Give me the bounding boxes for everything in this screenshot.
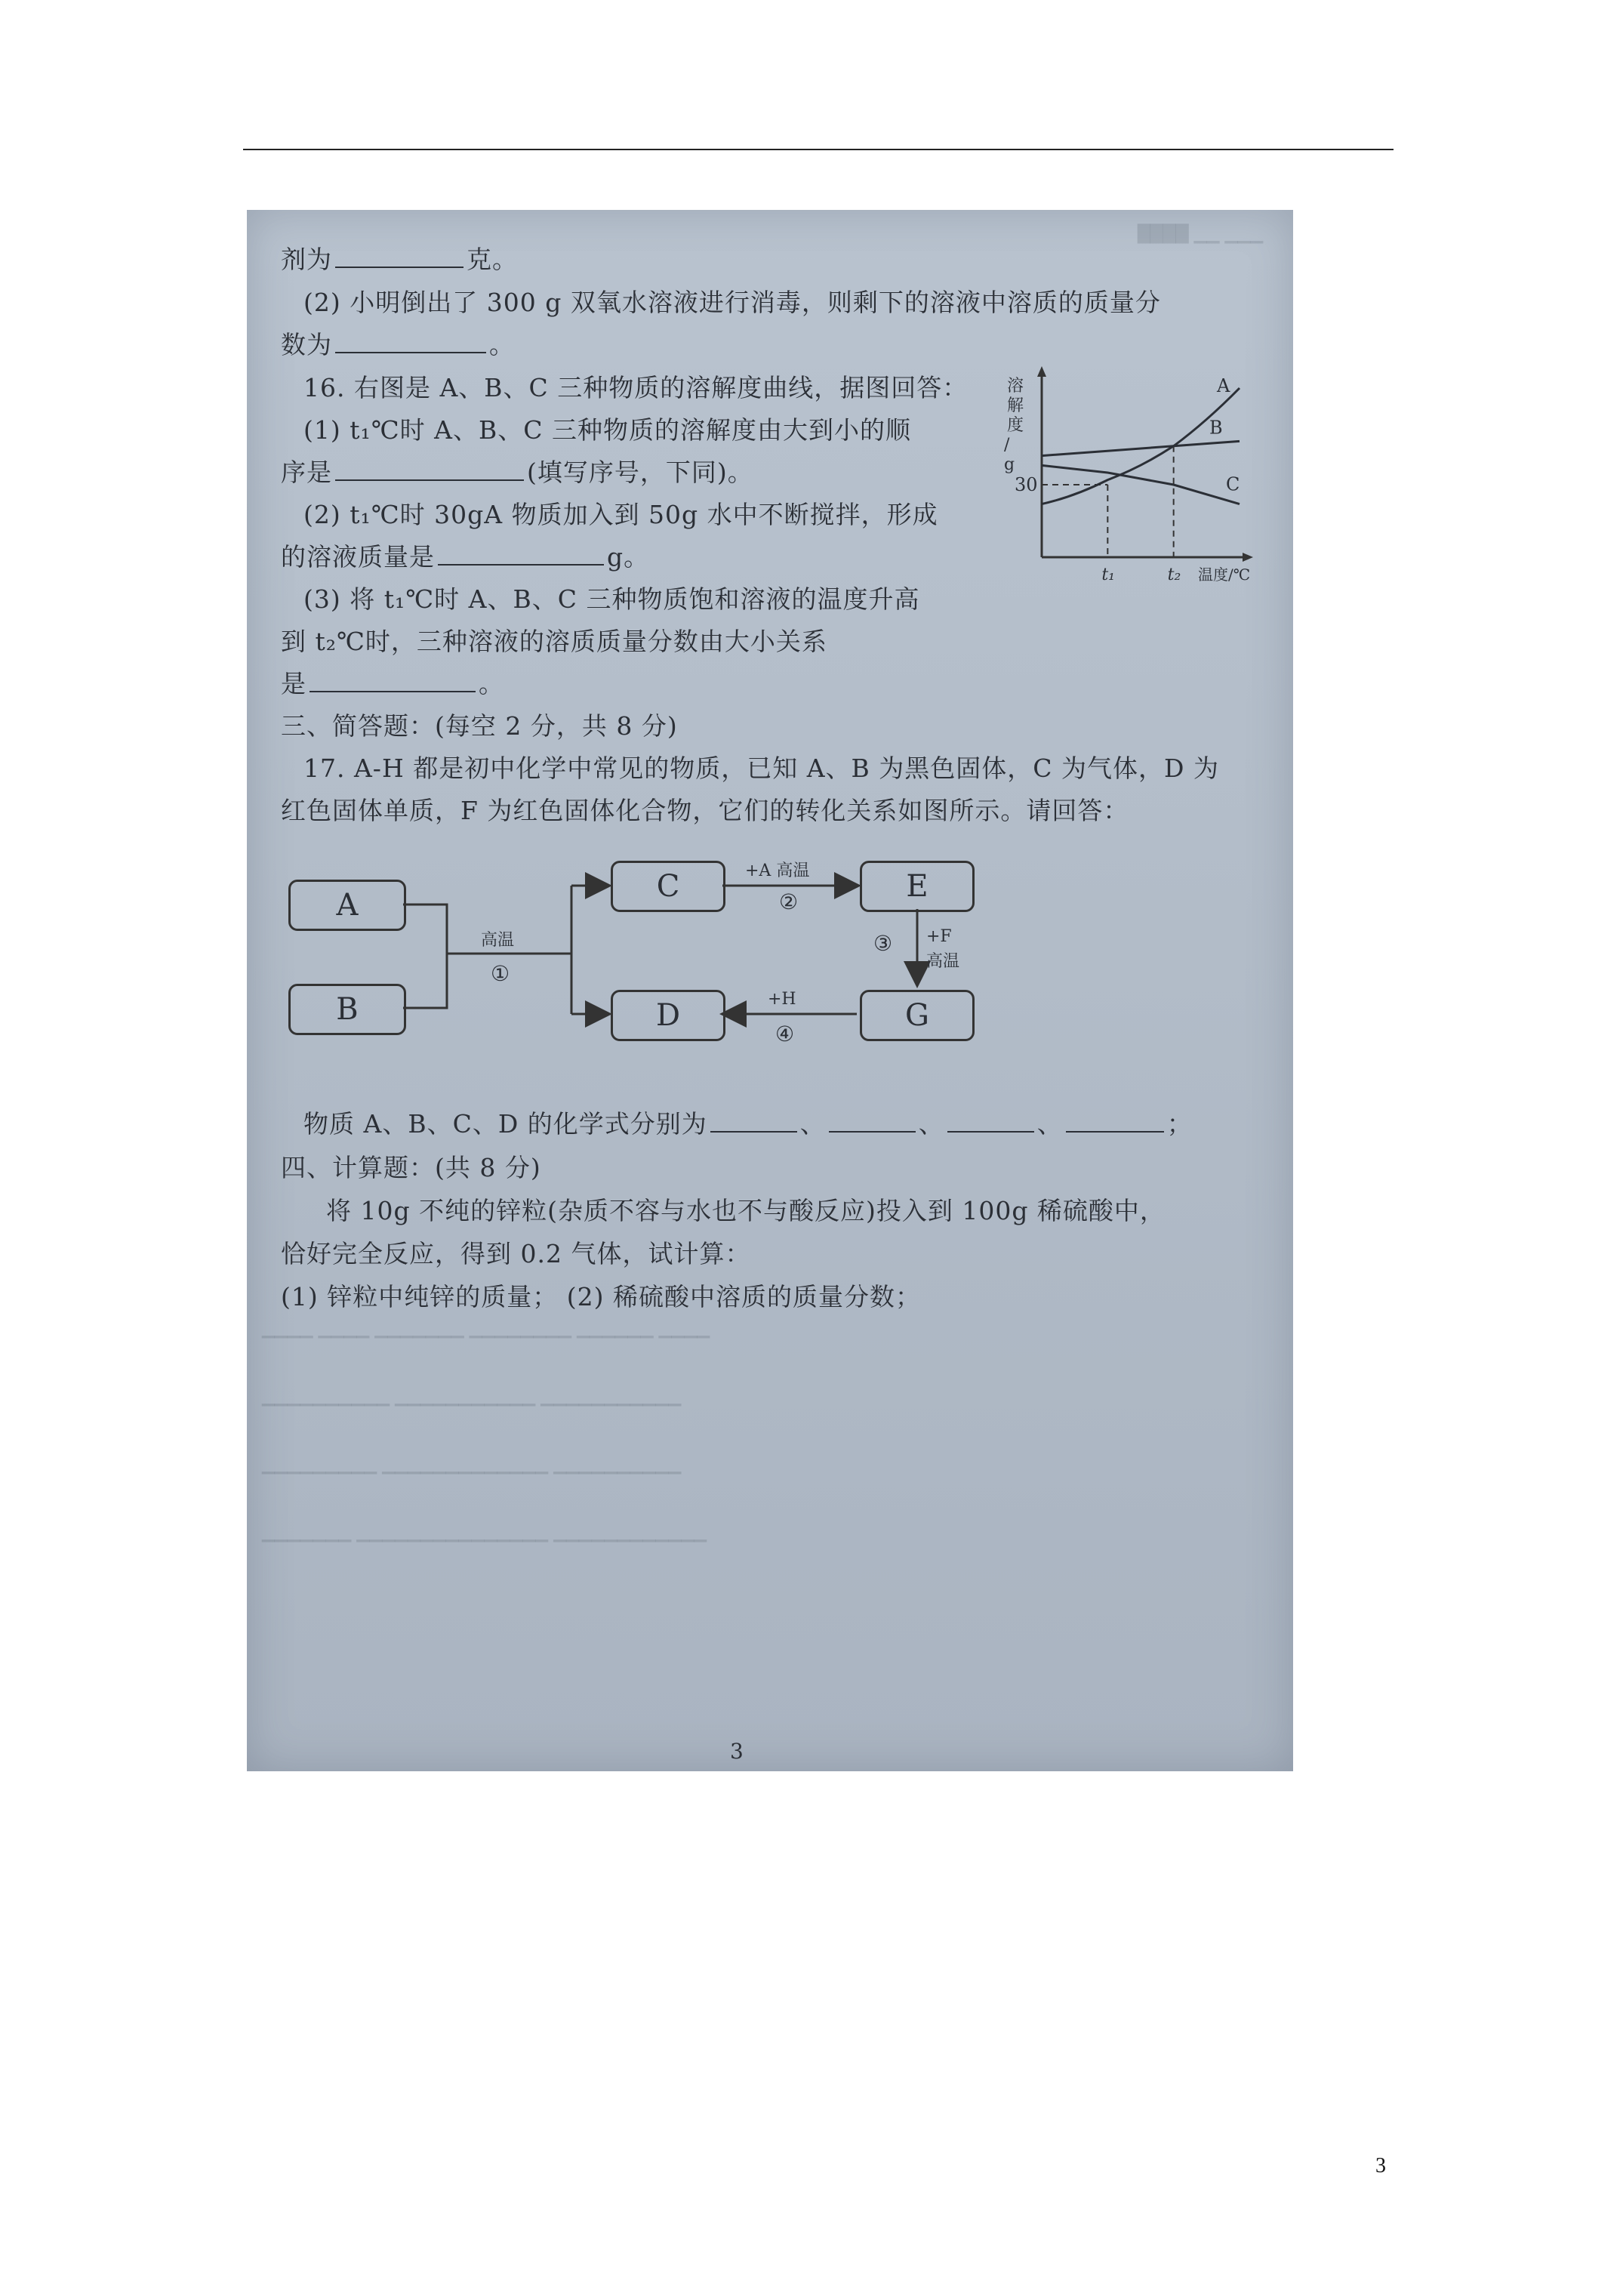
ylabel-char: 度 (1007, 416, 1024, 435)
q17-line2: 红色固体单质，F 为红色固体化合物，它们的转化关系如图所示。请回答： (281, 796, 1129, 825)
section4-title: 四、计算题：(共 8 分) (281, 1153, 541, 1182)
q16-intro: 16. 右图是 A、B、C 三种物质的溶解度曲线，据图回答： (303, 373, 969, 402)
bleed-through: ████ ▁▁ ▁▁▁ (1138, 225, 1264, 244)
answer-blank-c[interactable] (947, 1106, 1034, 1133)
scanned-exam-photo (247, 210, 1293, 1771)
q17-answer-line: 物质 A、B、C、D 的化学式分别为 、 、 、 ； (303, 1105, 1193, 1140)
node-b: B (288, 984, 406, 1035)
series-A-label: A (1217, 375, 1230, 396)
q16-part2-line2: 的溶液质量是 g。 (281, 538, 649, 573)
q15-line3: 数为 。 (281, 325, 515, 361)
node-g: G (860, 990, 975, 1041)
ylabel-char: 解 (1007, 396, 1024, 415)
q15-line1: 剂为 克。 (281, 240, 518, 276)
ylabel-char: / (1004, 436, 1010, 455)
q16-part3-line1: (3) 将 t₁℃时 A、B、C 三种物质饱和溶液的温度升高 (303, 584, 920, 614)
q16-part3-line3: 是 。 (281, 664, 504, 700)
step-4: ④ (775, 1022, 795, 1046)
node-d: D (611, 990, 725, 1041)
series-B-label: B (1209, 417, 1223, 439)
cond-3b: 高温 (926, 952, 960, 971)
answer-blank-d[interactable] (1066, 1106, 1164, 1133)
x-tick-label: t₁ (1101, 566, 1116, 584)
page-number: 3 (1375, 2154, 1386, 2177)
step-3: ③ (873, 931, 893, 956)
section4-line2: 恰好完全反应，得到 0.2 气体，试计算： (281, 1239, 751, 1268)
x-axis-label: 温度/℃ (1198, 566, 1251, 584)
bleed-through: ▁▁▁▁▁▁▁▁▁▁ ▁▁▁▁▁▁▁▁▁▁▁ ▁▁▁▁▁▁▁▁▁▁▁ (262, 1388, 682, 1407)
q16-part2-line1: (2) t₁℃时 30gA 物质加入到 50g 水中不断搅拌，形成 (303, 500, 938, 529)
node-c: C (611, 861, 725, 912)
answer-blank-b[interactable] (829, 1106, 916, 1133)
x-tick-label: t₂ (1167, 566, 1181, 584)
bleed-through: ▁▁▁▁▁▁▁ ▁▁▁▁▁▁▁▁▁▁▁▁▁▁▁ ▁▁▁▁▁▁▁▁▁▁▁▁ (262, 1524, 707, 1542)
cond-3a: +F (926, 927, 952, 946)
cond-1: 高温 (481, 931, 515, 950)
photo-page-number: 3 (730, 1739, 744, 1764)
answer-blank-a[interactable] (710, 1106, 797, 1133)
bleed-through: ▁▁▁▁ ▁▁▁▁ ▁▁▁▁▁▁▁ ▁▁▁▁▁▁▁▁ ▁▁▁▁▁▁ ▁▁▁▁ (262, 1320, 710, 1339)
flow-connectors (247, 210, 1293, 1116)
node-e: E (860, 861, 975, 912)
q16-part1-line2: 序是 (填写序号，下同)。 (281, 453, 753, 488)
section4-line3: (1) 锌粒中纯锌的质量； (2) 稀硫酸中溶质的质量分数； (281, 1282, 921, 1311)
q16-part1-line1: (1) t₁℃时 A、B、C 三种物质的溶解度由大到小的顺 (303, 415, 911, 445)
q15-line2: (2) 小明倒出了 300 g 双氧水溶液进行消毒，则剩下的溶液中溶质的质量分 (303, 288, 1161, 317)
node-a: A (288, 880, 406, 931)
q16-part3-line2: 到 t₂℃时，三种溶液的溶质质量分数由大小关系 (281, 627, 827, 656)
ylabel-char: 溶 (1007, 377, 1024, 396)
ylabel-char: g (1004, 455, 1015, 474)
section4-line1: 将 10g 不纯的锌粒(杂质不容与水也不与酸反应)投入到 100g 稀硫酸中， (326, 1196, 1166, 1225)
cond-4: +H (768, 990, 796, 1009)
cond-2: +A 高温 (745, 861, 810, 880)
header-rule (243, 149, 1394, 150)
series-C-label: C (1226, 473, 1240, 495)
section3-title: 三、简答题：(每空 2 分，共 8 分) (281, 711, 678, 741)
bleed-through: ▁▁▁▁▁▁▁▁▁ ▁▁▁▁▁▁▁▁▁▁▁▁▁ ▁▁▁▁▁▁▁▁▁▁ (262, 1456, 682, 1475)
step-2: ② (779, 889, 799, 914)
step-1: ① (491, 961, 510, 986)
q17-line1: 17. A-H 都是初中化学中常见的物质，已知 A、B 为黑色固体，C 为气体，D 为 (303, 754, 1219, 783)
y-tick-label: 30 (1015, 474, 1038, 495)
